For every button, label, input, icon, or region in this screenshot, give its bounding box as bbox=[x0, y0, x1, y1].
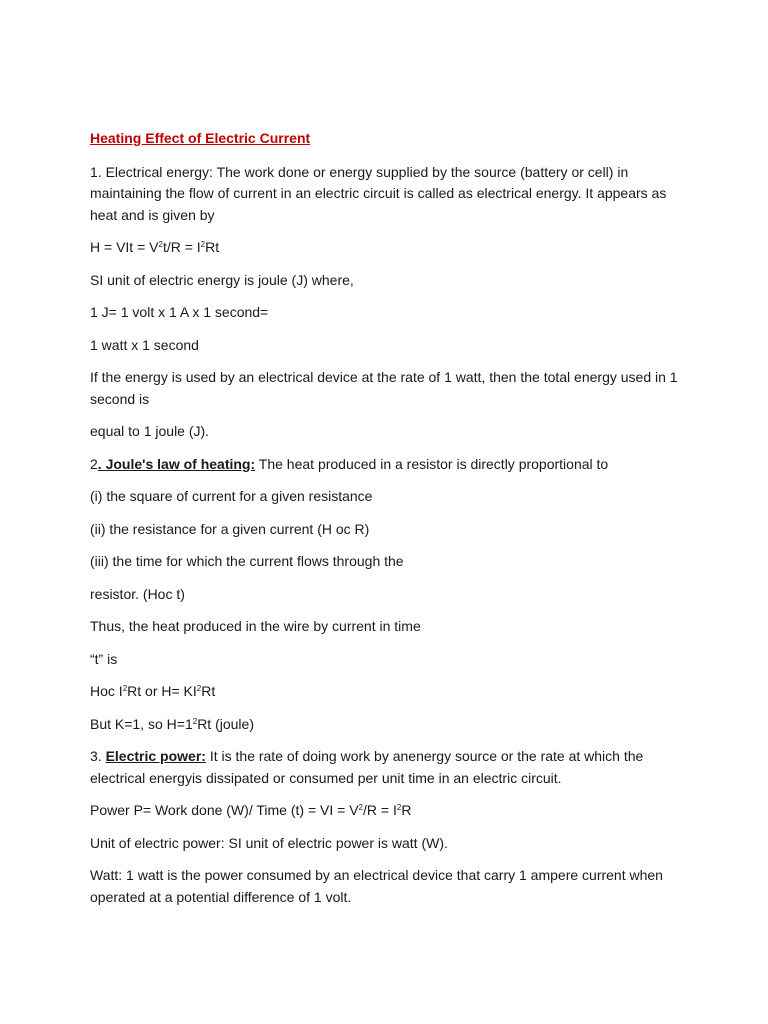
document-body bbox=[90, 128, 688, 919]
formula-text: Rt (joule) bbox=[197, 715, 254, 732]
section-number: 3. bbox=[90, 748, 106, 764]
superscript: 2 bbox=[396, 803, 402, 812]
paragraph-t-is: “t” is bbox=[90, 650, 118, 667]
formula-text: Rt or H= KI bbox=[127, 683, 197, 699]
section-electric-power bbox=[90, 746, 688, 789]
formula-text: Rt bbox=[205, 239, 220, 255]
superscript: 2 bbox=[358, 803, 363, 812]
formula-text: R bbox=[401, 802, 412, 818]
formula-text: Power P= Work done (W)/ Time (t) = VI = V bbox=[90, 802, 359, 818]
formula-text: H = VIt = V bbox=[90, 239, 159, 255]
list-item-time: (iii) the time for which the current flows through the bbox=[90, 553, 404, 569]
superscript: 2 bbox=[158, 240, 163, 249]
superscript: 2 bbox=[192, 716, 198, 726]
list-item-resistance: (ii) the resistance for a given current (H oc R) bbox=[90, 520, 370, 537]
paragraph-power-unit: Unit of electric power: SI unit of electric power is watt (W). bbox=[90, 834, 448, 851]
paragraph-si-unit: SI unit of electric energy is joule (J) where, bbox=[90, 271, 354, 288]
formula-text: Rt bbox=[201, 683, 216, 699]
section-text: The heat produced in a resistor is directly proportional to bbox=[255, 455, 609, 472]
formula-text: t/R = I bbox=[162, 239, 201, 255]
paragraph-resistor: resistor. (Hoc t) bbox=[90, 585, 185, 602]
section-heading: . Joule's law of heating: bbox=[97, 455, 256, 472]
formula-power bbox=[90, 800, 688, 822]
section-joules-law bbox=[90, 454, 688, 476]
paragraph-joule-def: 1 J= 1 volt x 1 A x 1 second= bbox=[90, 304, 269, 320]
formula-text: But K=1, so H=1 bbox=[90, 715, 193, 732]
paragraph-equal-joule: equal to 1 joule (J). bbox=[90, 423, 210, 439]
superscript: 2 bbox=[122, 684, 128, 693]
formula-text: /R = I bbox=[363, 802, 397, 818]
paragraph-watt-def: Watt: 1 watt is the power consumed by an electrical device that carry 1 ampere current when operated at a potential difference of 1 volt. bbox=[90, 867, 663, 905]
paragraph-energy-rate: If the energy is used by an electrical device at the rate of 1 watt, then the total energy used in 1 second is bbox=[90, 369, 678, 407]
superscript: 2 bbox=[200, 240, 206, 249]
formula-heat-energy bbox=[90, 237, 688, 259]
formula-proportional bbox=[90, 681, 688, 703]
document-title: Heating Effect of Electric Current bbox=[90, 130, 311, 146]
paragraph-electrical-energy: 1. Electrical energy: The work done or energy supplied by the source (battery or cell) in maintaining the flow of current in an electric circuit is called as electrical energy. It appears as heat and is given by bbox=[90, 163, 667, 223]
list-item-square-current: (i) the square of current for a given resistance bbox=[90, 488, 373, 504]
section-number: 2 bbox=[90, 455, 98, 472]
section-text: It is the rate of doing work by anenergy source or the rate at which the electrical energyis dissipated or consumed per unit time in an electric circuit. bbox=[90, 748, 644, 786]
section-heading: Electric power: bbox=[105, 748, 206, 764]
paragraph-watt-second: 1 watt x 1 second bbox=[90, 336, 199, 353]
formula-text: Hoc I bbox=[90, 683, 123, 699]
formula-k-equals-one bbox=[90, 714, 688, 736]
superscript: 2 bbox=[196, 684, 202, 693]
paragraph-heat-produced: Thus, the heat produced in the wire by current in time bbox=[90, 618, 421, 634]
